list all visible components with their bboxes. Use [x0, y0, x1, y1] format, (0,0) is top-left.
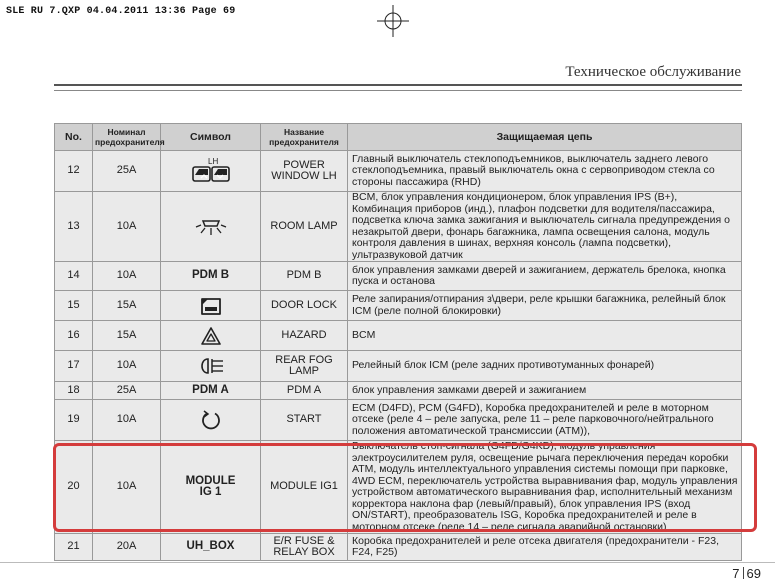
- fuse-name: PDM A: [261, 382, 348, 400]
- fuse-name: E/R FUSE & RELAY BOX: [261, 534, 348, 561]
- fuse-name: DOOR LOCK: [261, 291, 348, 321]
- fuse-number: 20: [55, 441, 93, 534]
- table-row: [55, 351, 742, 382]
- fuse-symbol-text: MODULE IG 1: [161, 441, 261, 534]
- fuse-symbol-text: PDM B: [161, 262, 261, 291]
- protected-circuit: BCM, блок управления кондиционером, блок управления IPS (B+), Комбинация приборов (инд.), плафон подсветки для водителя/пассажира, подсветка ключа замка зажигания и выключатель сигнала предупреждения о незакрытой двери, фонарь багажника, лампа освещения салона, модуль контроля давления в шинах, верхняя консоль (лампа подсветки), ультразвуковой датчик: [348, 192, 742, 262]
- section-title: Техническое обслуживание: [565, 64, 741, 80]
- fuse-rating: 10A: [93, 262, 161, 291]
- protected-circuit: BCM: [348, 321, 742, 351]
- protected-circuit: Релейный блок ICM (реле задних противотуманных фонарей): [348, 351, 742, 382]
- fuse-name: REAR FOG LAMP: [261, 351, 348, 382]
- protected-circuit: ECM (D4FD), PCM (G4FD), Коробка предохранителей и реле в моторном отсеке (реле 4 – реле запуска, реле 11 – реле парковочного/нейтрального положения автоматической трансмиссии (ATM)),: [348, 400, 742, 441]
- door-lock-icon: [161, 291, 261, 321]
- page-number: [732, 566, 761, 581]
- fuse-rating: 25A: [93, 382, 161, 400]
- fuse-name: START: [261, 400, 348, 441]
- col-header-rating: Номинал предохранителя: [93, 124, 161, 151]
- table-row: [55, 262, 742, 291]
- rear-fog-icon: [161, 351, 261, 382]
- page-number-value: 69: [746, 566, 761, 581]
- fuse-number: 19: [55, 400, 93, 441]
- protected-circuit: Реле запирания/отпирания з\двери, реле крышки багажника, релейный блок ICM (реле полной блокировки): [348, 291, 742, 321]
- power-window-icon: [161, 151, 261, 192]
- col-header-circuit: Защищаемая цепь: [348, 124, 742, 151]
- hazard-icon: [161, 321, 261, 351]
- fuse-name: POWER WINDOW LH: [261, 151, 348, 192]
- registration-mark-icon: [375, 3, 411, 39]
- fuse-rating: 10A: [93, 400, 161, 441]
- fuse-rating: 10A: [93, 192, 161, 262]
- fuse-number: 17: [55, 351, 93, 382]
- protected-circuit: Выключатель стоп-сигнала (G4FD/G4KD), модуль управления электроусилителем руля, освещение рычага переключения передач коробки ATM, модуль интеллектуального управления системы помощи при парковке, 4WD ECM, переключатель устройства выравнивания фар, модуль управления устройством автоматического выравнивания фар, исполнительный механизм корректора наклона фар (левый/правый), блок управления IPS (вход ON/START), преобразователь ISG, Коробка предохранителей и реле в моторном отсеке (реле 14 – реле сигнала аварийной остановки): [348, 441, 742, 534]
- start-icon: [161, 400, 261, 441]
- table-row: [55, 400, 742, 441]
- lh-label: LH: [207, 157, 218, 166]
- fuse-name: MODULE IG1: [261, 441, 348, 534]
- table-row: [55, 291, 742, 321]
- fuse-symbol-text: UH_BOX: [161, 534, 261, 561]
- fuse-number: 13: [55, 192, 93, 262]
- chapter-number: 7: [732, 566, 740, 581]
- table-row: [55, 321, 742, 351]
- fuse-rating: 15A: [93, 291, 161, 321]
- protected-circuit: блок управления замками дверей и зажиганием: [348, 382, 742, 400]
- fuse-number: 21: [55, 534, 93, 561]
- page-divider: [743, 567, 744, 579]
- fuse-rating: 10A: [93, 441, 161, 534]
- fuse-number: 18: [55, 382, 93, 400]
- highlight-box: [53, 443, 757, 532]
- table-row: [55, 192, 742, 262]
- fuse-name: PDM B: [261, 262, 348, 291]
- fuse-name: HAZARD: [261, 321, 348, 351]
- fuse-number: 16: [55, 321, 93, 351]
- fuse-rating: 15A: [93, 321, 161, 351]
- table-row: [55, 382, 742, 400]
- footer-rule: [0, 562, 775, 563]
- fuse-rating: 20A: [93, 534, 161, 561]
- fuse-symbol-text: PDM A: [161, 382, 261, 400]
- table-row: [55, 151, 742, 192]
- col-header-symbol: Символ: [161, 124, 261, 151]
- table-row: [55, 534, 742, 561]
- protected-circuit: блок управления замками дверей и зажиганием, держатель брелока, кнопка пуска и останова: [348, 262, 742, 291]
- col-header-name: Название предохранителя: [261, 124, 348, 151]
- fuse-name: ROOM LAMP: [261, 192, 348, 262]
- table-header-row: [55, 124, 742, 151]
- print-slug: SLE RU 7.QXP 04.04.2011 13:36 Page 69: [6, 6, 236, 17]
- header-rule: [54, 84, 742, 86]
- col-header-no: No.: [55, 124, 93, 151]
- fuse-number: 12: [55, 151, 93, 192]
- protected-circuit: Коробка предохранителей и реле отсека двигателя (предохранители - F23, F24, F25): [348, 534, 742, 561]
- fuse-rating: 10A: [93, 351, 161, 382]
- fuse-number: 15: [55, 291, 93, 321]
- protected-circuit: Главный выключатель стеклоподъемников, выключатель заднего левого стеклоподъемника, правый выключатель окна с сервоприводом стекла со стороны пассажира (RHD): [348, 151, 742, 192]
- room-lamp-icon: [161, 192, 261, 262]
- fuse-rating: 25A: [93, 151, 161, 192]
- header-rule-thin: [54, 90, 742, 91]
- fuse-number: 14: [55, 262, 93, 291]
